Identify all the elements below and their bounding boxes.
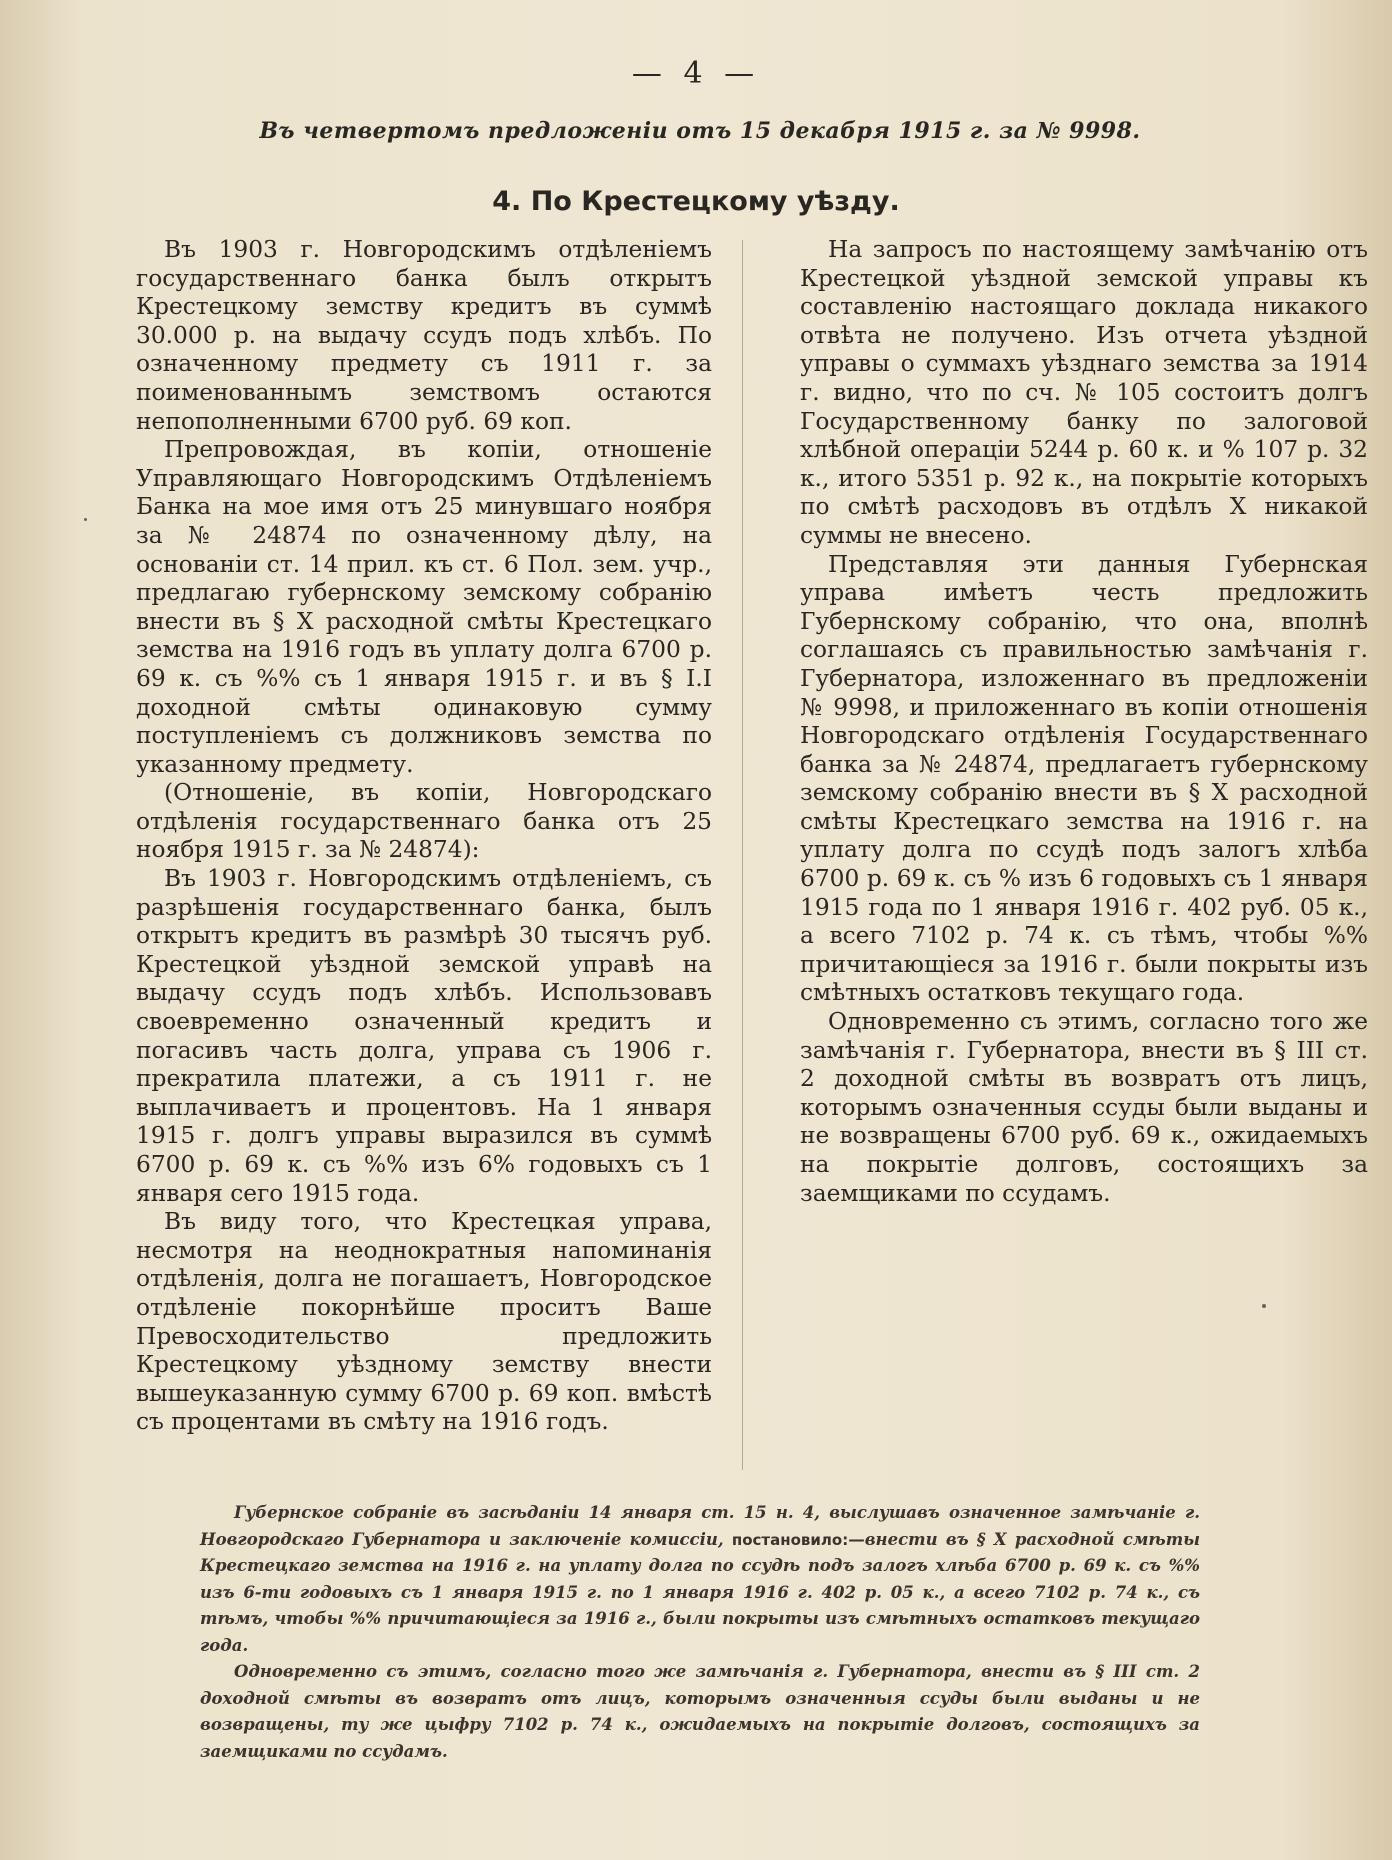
proposal-heading: Въ четвертомъ предложенiи отъ 15 декабря 1915 г. за № 9998.	[259, 118, 1141, 144]
resolution-paragraph	[200, 1500, 1200, 1659]
assembly-resolution	[200, 1500, 1200, 1765]
page-number: — 4 —	[631, 56, 761, 91]
paragraph: Представляя эти данныя Губернская управа имѣетъ честь предложить Губернскому собранiю, что она, вполнѣ соглашаясь съ правильностью замѣчанiя г. Губернатора, изложеннаго въ предложенiи № 9998, и приложеннаго въ копiи отношенiя Новгородскаго отдѣленiя Государственнаго банка за № 24874, предлагаетъ губернскому земскому собранiю внести въ § X расходной смѣты Крестецкаго земства на 1916 г. на уплату долга по ссудѣ подъ залогъ хлѣба 6700 р. 69 к. съ % изъ 6 годовыхъ съ 1 января 1915 года по 1 января 1916 г. 402 руб. 05 к., а всего 7102 р. 74 к. съ тѣмъ, чтобы %% причитающiеся за 1916 г. были покрыты изъ смѣтныхъ остатковъ текущаго года.	[800, 550, 1368, 1007]
resolution-intro: Губернское собранiе въ засѣданiи 14 января ст. 15 н. 4, выслушавъ означенное замѣчанiе г. Новгородскаго Губернатора и заключенiе комиссiи,	[200, 1503, 1200, 1549]
column-divider	[742, 240, 743, 1470]
resolution-paragraph: Одновременно съ этимъ, согласно того же замѣчанiя г. Губернатора, внести въ § III ст. 2 доходной смѣты въ возвратъ отъ лицъ, которымъ означенныя ссуды были выданы и не возвращены, ту же цыфру 7102 р. 74 к., ожидаемыхъ на покрытiе долговъ, состоящихъ за заемщиками по ссудамъ.	[200, 1662, 1200, 1761]
paragraph: Въ 1903 г. Новгородскимъ отдѣленiемъ государственнаго банка былъ открытъ Крестецкому земству кредитъ въ суммѣ 30.000 р. на выдачу ссудъ подъ хлѣбъ. По означенному предмету съ 1911 г. за поименованнымъ земствомъ остаются непополненными 6700 руб. 69 коп.	[136, 236, 712, 435]
section-title: 4. По Крестецкому уѣзду.	[492, 186, 900, 217]
resolution-text: —внести въ § X расходной смѣты Крестецкаго земства на 1916 г. на уплату долга по ссудѣ подъ залогъ хлѣба 6700 р. 69 к. съ %% изъ 6-ти годовыхъ съ 1 января 1915 г. по 1 января 1916 г. 402 р. 05 к., а всего 7102 р. 74 к., съ тѣмъ, чтобы %% причитающiеся за 1916 г., были покрыты изъ смѣтныхъ остатковъ текущаго года.	[200, 1529, 1201, 1655]
paper-speck	[1262, 1304, 1266, 1308]
paragraph: Препровождая, въ копiи, отношенiе Управляющаго Новгородскимъ Отдѣленiемъ Банка на мое имя отъ 25 минувшаго ноября за № 24874 по означенному дѣлу, на основанiи ст. 14 прил. къ ст. 6 Пол. зем. учр., предлагаю губернскому земскому собранiю внести въ § X расходной смѣты Крестецкаго земства на 1916 годъ въ уплату долга 6700 р. 69 к. съ %% съ 1 января 1915 г. и въ § I.I доходной смѣты одинаковую сумму поступленiемъ съ должниковъ земства по указанному предмету.	[136, 436, 712, 778]
left-column	[136, 236, 712, 1437]
paragraph: На запросъ по настоящему замѣчанiю отъ Крестецкой уѣздной земской управы къ составленiю настоящаго доклада никакого отвѣта не получено. Изъ отчета уѣздной управы о суммахъ уѣзднаго земства за 1914 г. видно, что по сч. № 105 состоитъ долгъ Государственному банку по залоговой хлѣбной операцiи 5244 р. 60 к. и % 107 р. 32 к., итого 5351 р. 92 к., на покрытiе которыхъ по смѣтѣ расходовъ въ отдѣлъ X никакой суммы не внесено.	[800, 236, 1368, 549]
resolution-keyword: постановило:	[731, 1530, 849, 1549]
paragraph: Одновременно съ этимъ, согласно того же замѣчанiя г. Губернатора, внести въ § III ст. 2 доходной смѣты въ возвратъ отъ лицъ, которымъ означенныя ссуды были выданы и не возвращены 6700 руб. 69 к., ожидаемыхъ на покрытiе долговъ, состоящихъ за заемщиками по ссудамъ.	[800, 1008, 1368, 1207]
paragraph: Въ виду того, что Крестецкая управа, несмотря на неоднократныя напоминанiя отдѣленiя, долга не погашаетъ, Новгородское отдѣленiе покорнѣйше проситъ Ваше Превосходительство предложить Крестецкому уѣздному земству внести вышеуказанную сумму 6700 р. 69 коп. вмѣстѣ съ процентами въ смѣту на 1916 годъ.	[136, 1208, 712, 1436]
right-column	[800, 236, 1368, 1208]
paragraph: (Отношенiе, въ копiи, Новгородскаго отдѣленiя государственнаго банка отъ 25 ноября 1915 г. за № 24874):	[136, 779, 712, 864]
paper-speck	[84, 518, 87, 521]
paragraph: Въ 1903 г. Новгородскимъ отдѣленiемъ, съ разрѣшенiя государственнаго банка, былъ открытъ кредитъ въ размѣрѣ 30 тысячъ руб. Крестецкой уѣздной земской управѣ на выдачу ссудъ подъ хлѣбъ. Использовавъ своевременно означенный кредитъ и погасивъ часть долга, управа съ 1906 г. прекратила платежи, а съ 1911 г. не выплачиваетъ и процентовъ. На 1 января 1915 г. долгъ управы выразился въ суммѣ 6700 р. 69 к. съ %% изъ 6% годовыхъ съ 1 января сего 1915 года.	[136, 865, 712, 1207]
